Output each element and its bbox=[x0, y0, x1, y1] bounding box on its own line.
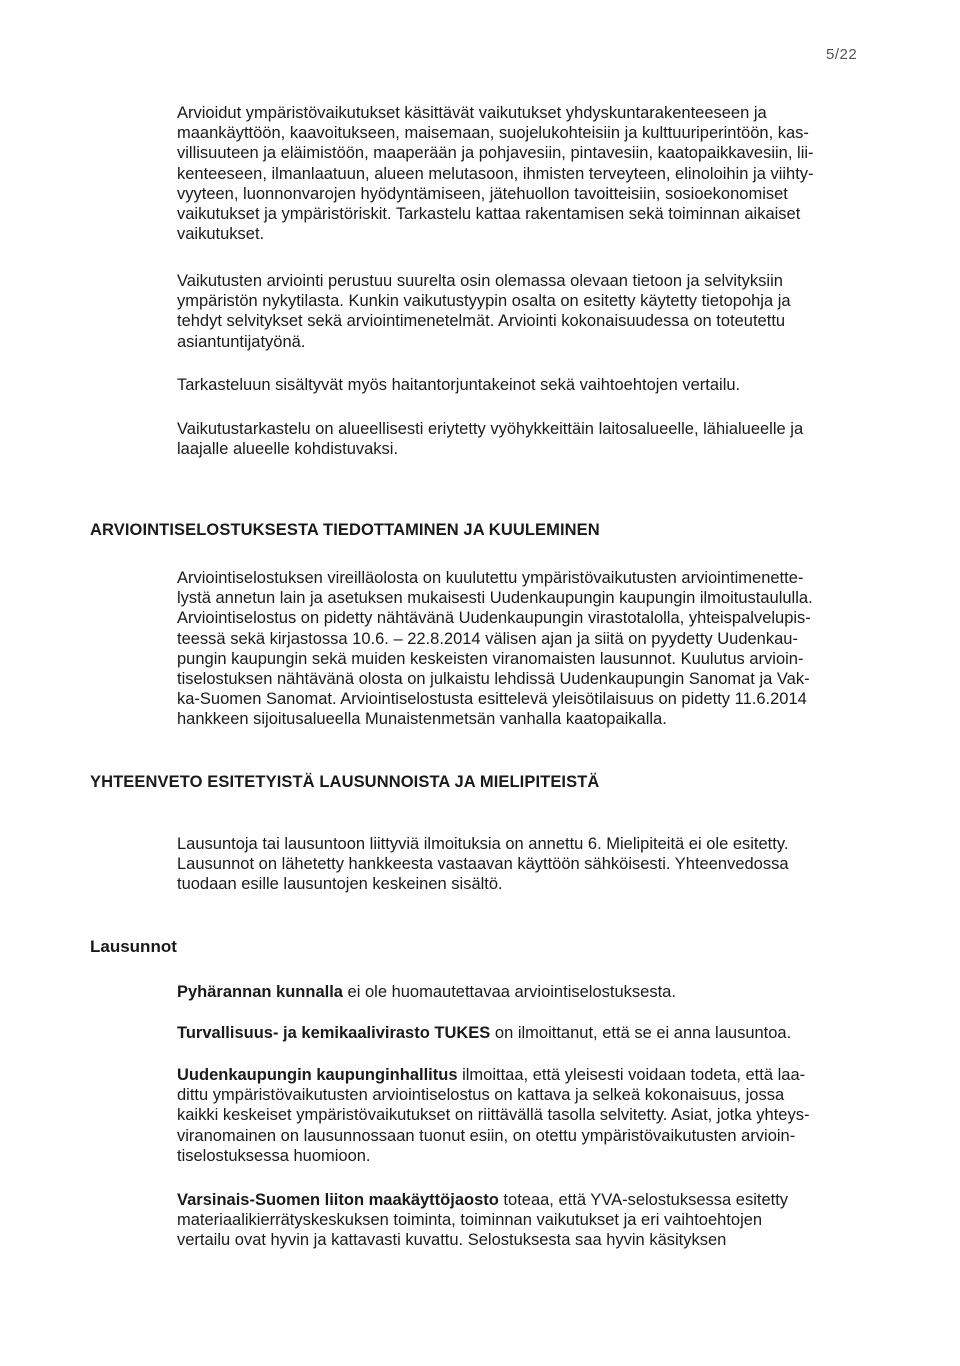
paragraph-announcement: Arviointiselostuksen vireilläolosta on kuulutettu ympäristövaikutusten arviointimenette- lystä annetun lain ja asetuksen mukaisesti Uudenkaupungin kaupungin ilmoitustaululla. Arviointiselostus on pidetty nähtävänä Uudenkaupungin virastotalolla, yhteispalvelupis- teessä sekä kirjastossa 10.6. – 22.8.2014 välisen ajan ja siitä on pyydetty Uudenkau- pungin kaupungin sekä muiden keskeisten viranomaisten lausunnot. Kuulutus arvioin- tiselostuksen nähtävänä olosta on julkaistu lehdissä Uudenkaupungin Sanomat ja Vak- ka-Suomen Sanomat. Arviointiselostusta esittelevä yleisötilaisuus on pidetty 11.6.2014 hankkeen sijoitusalueella Munaistenmetsän vanhalla kaatopaikalla. bbox=[177, 569, 813, 729]
paragraph-assessment-basis: Vaikutusten arviointi perustuu suurelta osin olemassa olevaan tietoon ja selvityksiin ympäristön nykytilasta. Kunkin vaikutustyypin osalta on esitetty käytetty tietopohja ja tehdyt selvitykset sekä arviointimenetelmät. Arviointi kokonaisuudessa on toteutettu asiantuntijatyönä. bbox=[177, 272, 791, 351]
statement-varsinais-suomi bbox=[177, 1190, 877, 1251]
lausunnot-label: Lausunnot bbox=[90, 937, 177, 956]
statement-org-name: Turvallisuus- ja kemikaalivirasto TUKES bbox=[177, 1024, 491, 1042]
statement-org-name: Pyhärannan kunnalla bbox=[177, 983, 343, 1001]
statement-text: on ilmoittanut, että se ei anna lausuntoa. bbox=[490, 1024, 792, 1042]
section-heading-announcement: ARVIOINTISELOSTUKSESTA TIEDOTTAMINEN JA KUULEMINEN bbox=[90, 521, 600, 539]
paragraph-mitigation: Tarkasteluun sisältyvät myös haitantorjuntakeinot sekä vaihtoehtojen vertailu. bbox=[177, 376, 741, 394]
statement-text: ilmoittaa, että yleisesti voidaan todeta, että laa- dittu ympäristövaikutusten arviointiselostus on kattava ja selkeä kokonaisuus, jossa kaikki keskeiset ympäristövaikutukset on riittävällä tasolla selvitetty. Asiat, jotka yhteys- viranomainen on lausunnossaan tuonut esiin, on otettu ympäristövaikutusten arvioin- tiselostuksessa huomioon. bbox=[177, 1066, 810, 1165]
statement-text: toteaa, että YVA-selostuksessa esitetty materiaalikierrätyskeskuksen toiminta, toiminnan vaikutukset ja eri vaihtoehtojen vertailu ovat hyvin ja kattavasti kuvattu. Selostuksesta saa hyvin käsityksen bbox=[177, 1191, 789, 1250]
statement-text: ei ole huomautettavaa arviointiselostuksesta. bbox=[342, 983, 676, 1001]
statement-tukes bbox=[177, 1023, 877, 1043]
paragraph-assessed-impacts: Arvioidut ympäristövaikutukset käsittävät vaikutukset yhdyskuntarakenteeseen ja maankäyttöön, kaavoitukseen, maisemaan, suojelukohteisiin ja kulttuuriperintöön, kas- villisuuteen ja eläimistöön, maaperään ja pohjavesiin, pintavesiin, kaatopaikkavesiin, lii- kenteeseen, ilmanlaatuun, alueen melutasoon, ihmisten terveyteen, elinoloihin ja viihty- vyyteen, luonnonvarojen hyödyntämiseen, jätehuollon tavoitteisiin, sosioekonomiset vaikutukset ja ympäristöriskit. Tarkastelu kattaa rakentamisen sekä toiminnan aikaiset vaikutukset. bbox=[177, 104, 814, 244]
page-number: 5/22 bbox=[826, 46, 858, 63]
section-heading-summary: YHTEENVETO ESITETYISTÄ LAUSUNNOISTA JA MIELIPITEISTÄ bbox=[90, 773, 600, 791]
paragraph-summary: Lausuntoja tai lausuntoon liittyviä ilmoituksia on annettu 6. Mielipiteitä ei ole esitetty. Lausunnot on lähetetty hankkeesta vastaavan käyttöön sähköisesti. Yhteenvedossa tuodaan esille lausuntojen keskeinen sisältö. bbox=[177, 835, 789, 894]
paragraph-zoning: Vaikutustarkastelu on alueellisesti eriytetty vyöhykkeittäin laitosalueelle, lähialueelle ja laajalle alueelle kohdistuvaksi. bbox=[177, 420, 804, 459]
statement-org-name: Uudenkaupungin kaupunginhallitus bbox=[177, 1066, 458, 1084]
statement-pyharanta bbox=[177, 982, 877, 1002]
statement-uusikaupunki bbox=[177, 1065, 877, 1166]
statement-org-name: Varsinais-Suomen liiton maakäyttöjaosto bbox=[177, 1191, 499, 1209]
